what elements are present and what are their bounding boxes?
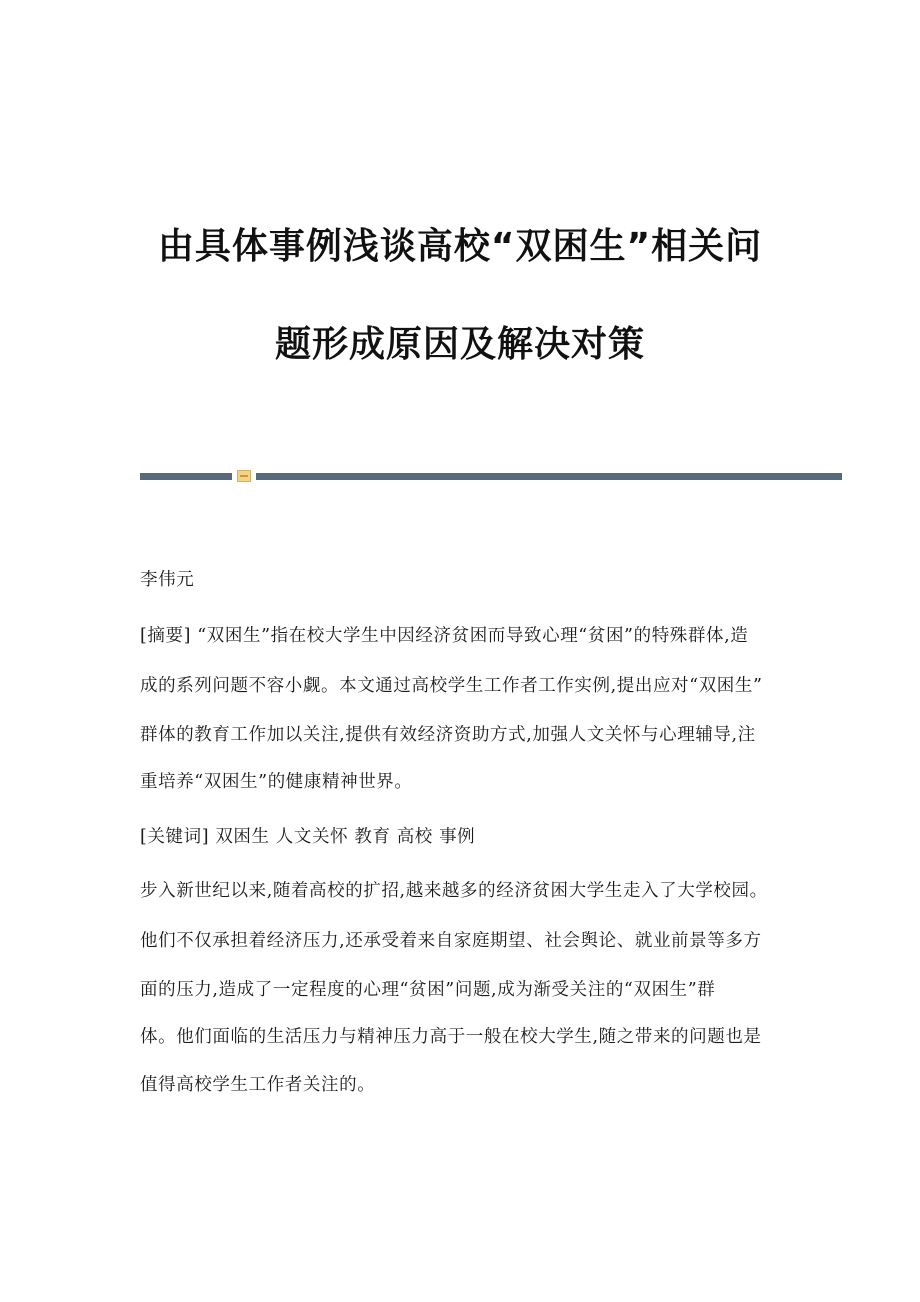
title-line-2: 题形成原因及解决对策 [274,324,645,365]
body-line: 值得高校学生工作者关注的。 [140,1075,376,1095]
divider-bar-right [256,473,842,480]
title-line-1: 由具体事例浅谈高校“双困生”相关问 [157,226,763,267]
body-line: 步入新世纪以来,随着高校的扩招,越来越多的经济贫困大学生走入了大学校园。 [140,881,768,901]
abstract-line: 重培养“双困生”的健康精神世界。 [140,772,413,792]
body-line: 他们不仅承担着经济压力,还承受着来自家庭期望、社会舆论、就业前景等多方 [140,931,762,951]
body-line: 体。他们面临的生活压力与精神压力高于一般在校大学生,随之带来的问题也是 [140,1027,762,1047]
abstract-line: 成的系列问题不容小觑。本文通过高校学生工作者工作实例,提出应对“双困生” [140,676,763,696]
author-name: 李伟元 [140,570,195,590]
body-line: 面的压力,造成了一定程度的心理“贫困”问题,成为渐受关注的“双困生”群 [140,980,716,1000]
abstract-line: [摘要] “双困生”指在校大学生中因经济贫困而导致心理“贫困”的特殊群体,造 [140,626,749,646]
divider-gap [232,473,236,480]
ornament-icon [237,470,251,482]
keywords: [关键词] 双困生 人文关怀 教育 高校 事例 [140,827,476,847]
abstract-line: 群体的教育工作加以关注,提供有效经济资助方式,加强人文关怀与心理辅导,注 [140,725,756,745]
divider-bar-left [140,473,232,480]
